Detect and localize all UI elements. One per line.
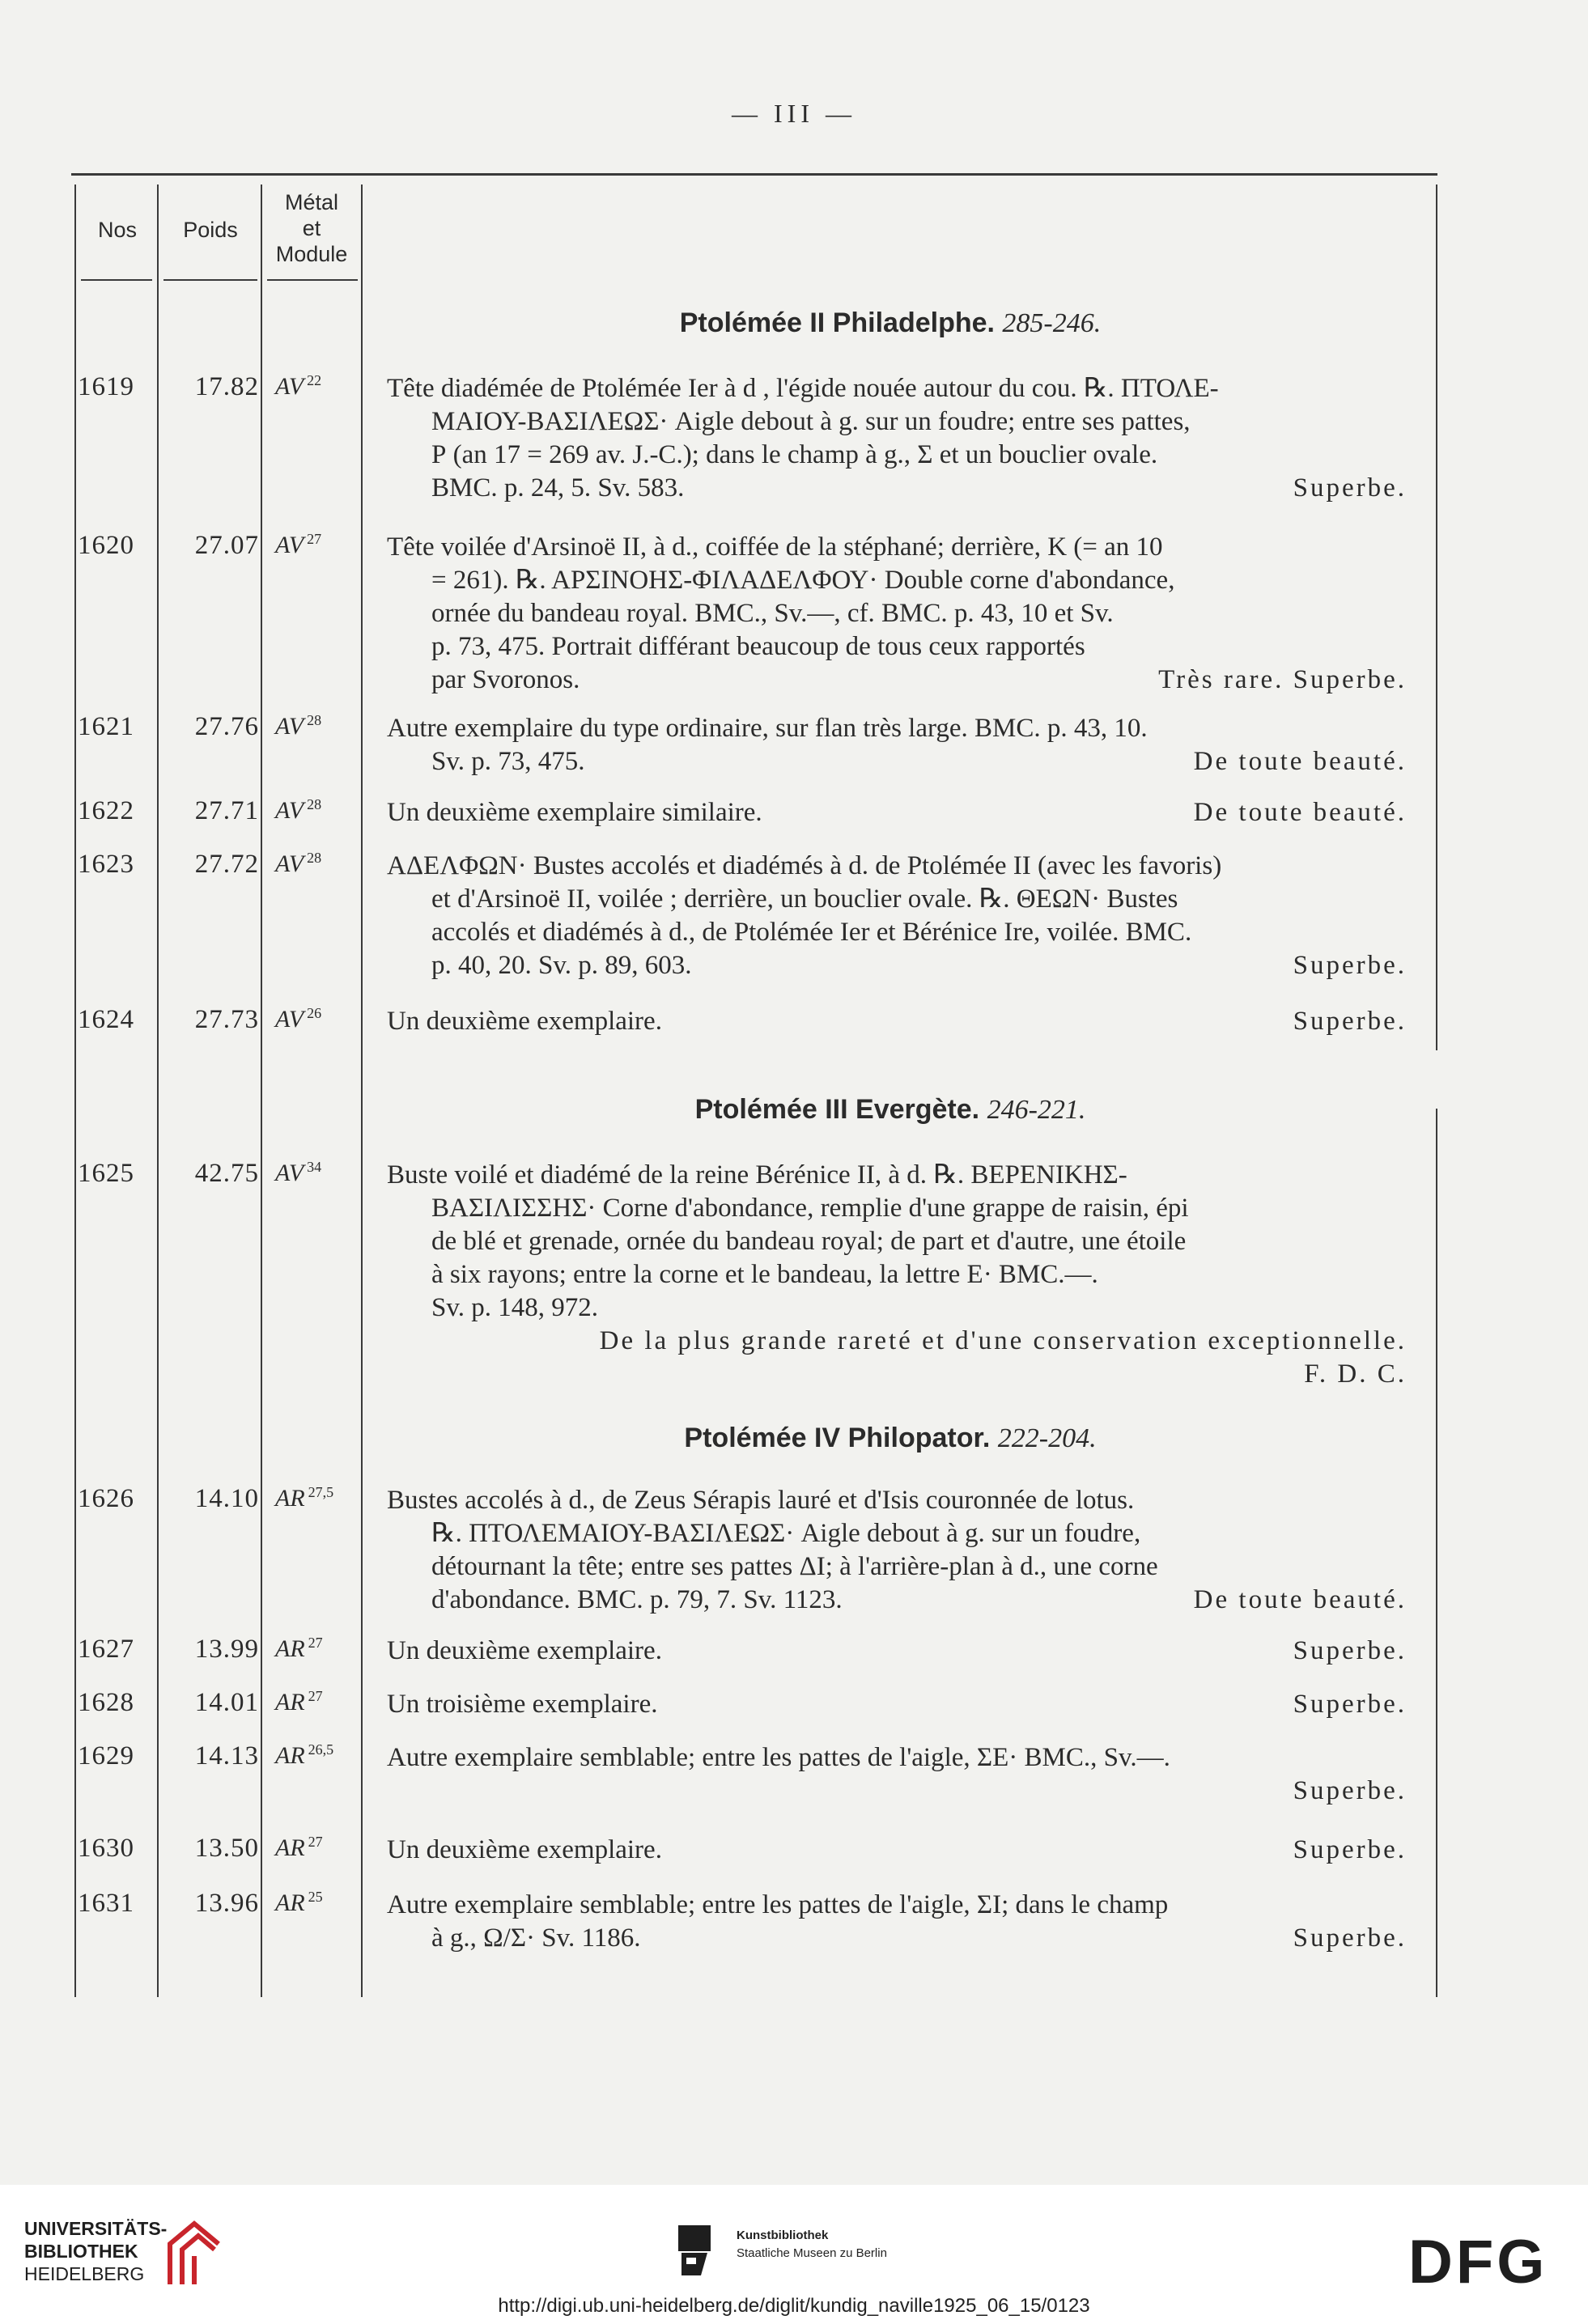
section-name: Ptolémée II Philadelphe. [679,307,995,338]
desc-line: de blé et grenade, ornée du bandeau royal; de part et d'autre, une étoile [431,1227,1187,1256]
kb-line2: Staatliche Museen zu Berlin [737,2246,887,2260]
entry-metal: AV $^{34}$ [275,1159,322,1186]
column-rule-right-lower [1436,1109,1437,1997]
desc-line: Buste voilé et diadémé de la reine Bérénice II, à d. ℞. ΒΕΡΕΝΙΚΗΣ- [387,1160,1127,1190]
desc-line: Sv. p. 148, 972. [431,1293,598,1322]
column-rule-left [74,184,76,1997]
ub-logo-line1: UNIVERSITÄTS- [24,2218,168,2239]
column-rule-poids [261,184,262,1997]
header-poids: Poids [183,218,238,242]
entry-weight: 13.99 [194,1635,259,1664]
entry-description [387,1889,1407,1955]
desc-line: p. 73, 475. Portrait différant beaucoup de tous ceux rapportés [431,632,1085,661]
entry-description [387,1159,1407,1391]
ub-logo-line2: BIBLIOTHEK [24,2241,138,2262]
entry-metal: AV $^{28}$ [275,796,322,824]
entry-metal: AR $^{27}$ [275,1635,323,1662]
entry-number: 1624 [78,1005,134,1034]
desc-line: accolés et diadémés à d., de Ptolémée Ier et Bérénice Ire, voilée. BMC. [431,918,1192,947]
entry-weight: 27.71 [194,796,259,825]
desc-line: Tête voilée d'Arsinoë II, à d., coiffée de la stéphané; derrière, Κ (= an 10 [387,532,1163,562]
desc-line: Sv. p. 73, 475. De toute beauté. [387,745,1407,778]
desc-line: ornée du bandeau royal. BMC., Sv.—, cf. BMC. p. 43, 10 et Sv. [431,599,1114,628]
desc-line: Un deuxième exemplaire. Superbe. [387,1635,1407,1668]
entry-weight: 27.72 [194,850,259,879]
entry-metal: AV $^{26}$ [275,1005,322,1033]
grade: Superbe. [1293,473,1407,503]
entry-description [387,850,1407,982]
ub-logo-line3: HEIDELBERG [24,2263,145,2284]
grade: De toute beauté. [1193,747,1407,776]
column-rule-nos [157,184,159,1997]
entry-description [387,1635,1407,1668]
grade: Très rare. Superbe. [1158,665,1407,694]
entry-weight: 27.76 [194,712,259,741]
section-title-ptolemy-iii [364,1094,1416,1126]
entry-number: 1620 [78,531,134,560]
grade: F. D. C. [1304,1359,1407,1389]
entry-number: 1627 [78,1635,134,1664]
desc-line: détournant la tête; entre ses pattes ΔΙ; à l'arrière-plan à d., une corne [431,1552,1158,1581]
grade: Superbe. [1293,1776,1407,1805]
entry-description [387,1834,1407,1867]
entry-metal: AV $^{27}$ [275,531,322,558]
header-metal [264,189,359,267]
column-rule-right [1436,184,1437,1050]
entry-description [387,712,1407,778]
section-title-ptolemy-iv [364,1423,1416,1454]
entry-metal: AV $^{22}$ [275,372,322,400]
entry-description [387,372,1407,505]
entry-description [387,1741,1407,1808]
entry-weight: 42.75 [194,1159,259,1188]
ub-logo-mark-icon [162,2216,227,2288]
entry-number: 1630 [78,1834,134,1863]
entry-number: 1623 [78,850,134,879]
table-top-rule [71,173,1437,176]
entry-weight: 14.13 [194,1741,259,1771]
desc-line: Tête diadémée de Ptolémée Ier à d , l'égide nouée autour du cou. ℞. ΠΤΟΛΕ- [387,374,1219,403]
entry-weight: 14.01 [194,1688,259,1717]
desc-line: ΜΑΙΟΥ-ΒΑΣΙΛΕΩΣ· Aigle debout à g. sur un foudre; entre ses pattes, [431,407,1191,436]
desc-line: ΒΑΣΙΛΙΣΣΗΣ· Corne d'abondance, remplie d'une grappe de raisin, épi [431,1194,1189,1223]
desc-line: Un deuxième exemplaire. Superbe. [387,1834,1407,1867]
section-dates: 246-221. [987,1095,1086,1125]
entry-weight: 13.50 [194,1834,259,1863]
grade: De toute beauté. [1193,1585,1407,1614]
entry-metal: AR $^{25}$ [275,1889,323,1916]
desc-line: et d'Arsinoë II, voilée ; derrière, un bouclier ovale. ℞. ΘΕΩΝ· Bustes [431,884,1178,914]
ub-heidelberg-logo[interactable] [24,2217,167,2285]
entry-metal: AR $^{26,5}$ [275,1741,334,1769]
dfg-logo[interactable]: DFG [1408,2228,1548,2296]
entry-weight: 27.73 [194,1005,259,1034]
section-dates: 285-246. [1002,308,1102,338]
entry-description [387,1484,1407,1617]
grade: Superbe. [1293,951,1407,980]
kb-line1: Kunstbibliothek [737,2229,829,2242]
desc-line: De la plus grande rareté et d'une conservation exceptionnelle. [599,1326,1407,1355]
entry-number: 1619 [78,372,134,401]
desc-line: Autre exemplaire du type ordinaire, sur flan très large. BMC. p. 43, 10. [387,714,1148,743]
entry-number: 1629 [78,1741,134,1771]
section-name: Ptolémée IV Philopator. [684,1423,991,1453]
desc-line: par Svoronos. Très rare. Superbe. [387,664,1407,697]
desc-line: Autre exemplaire semblable; entre les pattes de l'aigle, ΣΙ; dans le champ [387,1890,1169,1919]
entry-metal: AV $^{28}$ [275,850,322,877]
desc-line: Un deuxième exemplaire similaire. De toute beauté. [387,796,1407,829]
kunstbibliothek-mark-icon [678,2225,711,2277]
grade: Superbe. [1293,1923,1407,1953]
section-name: Ptolémée III Evergète. [694,1094,980,1125]
grade: De toute beauté. [1193,798,1407,827]
grade: Superbe. [1293,1690,1407,1719]
grade: Superbe. [1293,1007,1407,1036]
entry-metal: AV $^{28}$ [275,712,322,740]
grade: Superbe. [1293,1835,1407,1864]
entry-number: 1628 [78,1688,134,1717]
entry-weight: 27.07 [194,531,259,560]
desc-line: Un troisième exemplaire. Superbe. [387,1688,1407,1721]
entry-metal: AR $^{27}$ [275,1834,323,1861]
desc-line: = 261). ℞. ΑΡΣΙΝΟΗΣ-ΦΙΛΑΔΕΛΦΟΥ· Double corne d'abondance, [431,566,1175,595]
desc-line: à g., Ω/Σ· Sv. 1186. Superbe. [387,1922,1407,1955]
entry-metal: AR $^{27}$ [275,1688,323,1715]
header-nos: Nos [97,218,137,242]
entry-weight: 17.82 [194,372,259,401]
section-title-ptolemy-ii [364,307,1416,339]
entry-number: 1626 [78,1484,134,1513]
desc-line: ℞. ΠΤΟΛΕΜΑΙΟΥ-ΒΑΣΙΛΕΩΣ· Aigle debout à g. sur un foudre, [431,1519,1141,1548]
desc-line: p. 40, 20. Sv. p. 89, 603. Superbe. [387,949,1407,982]
header-rule-poids [163,279,257,281]
desc-line: Ρ (an 17 = 269 av. J.-C.); dans le champ à g., Σ et un bouclier ovale. [431,440,1158,469]
entry-weight: 13.96 [194,1889,259,1918]
entry-weight: 14.10 [194,1484,259,1513]
entry-description [387,796,1407,829]
entry-description [387,1688,1407,1721]
header-rule-nos [81,279,152,281]
entry-description [387,531,1407,697]
desc-line: ΑΔΕΛΦΩΝ· Bustes accolés et diadémés à d. de Ptolémée II (avec les favoris) [387,851,1222,880]
section-dates: 222-204. [997,1423,1097,1453]
column-rule-metal [361,184,363,1997]
source-url[interactable]: http://digi.ub.uni-heidelberg.de/diglit/kundig_naville1925_06_15/0123 [498,2295,1090,2317]
header-metal-line1: Métal [284,190,339,214]
header-rule-metal [267,279,358,281]
desc-line: d'abondance. BMC. p. 79, 7. Sv. 1123. De toute beauté. [387,1584,1407,1617]
entry-number: 1625 [78,1159,134,1188]
desc-line: Autre exemplaire semblable; entre les pattes de l'aigle, ΣΕ· BMC., Sv.—. [387,1743,1170,1772]
desc-line: Un deuxième exemplaire. Superbe. [387,1005,1407,1038]
page-number: — III — [732,99,856,128]
grade: Superbe. [1293,1636,1407,1665]
desc-line: Bustes accolés à d., de Zeus Sérapis lauré et d'Isis couronnée de lotus. [387,1486,1135,1515]
entry-description [387,1005,1407,1038]
entry-number: 1621 [78,712,134,741]
desc-line: à six rayons; entre la corne et le bandeau, la lettre Ε· BMC.—. [431,1260,1098,1289]
header-metal-line2: et [302,216,321,240]
header-metal-line3: Module [275,242,348,266]
entry-metal: AR $^{27,5}$ [275,1484,334,1512]
desc-line: BMC. p. 24, 5. Sv. 583. Superbe. [387,472,1407,505]
entry-number: 1622 [78,796,134,825]
entry-number: 1631 [78,1889,134,1918]
